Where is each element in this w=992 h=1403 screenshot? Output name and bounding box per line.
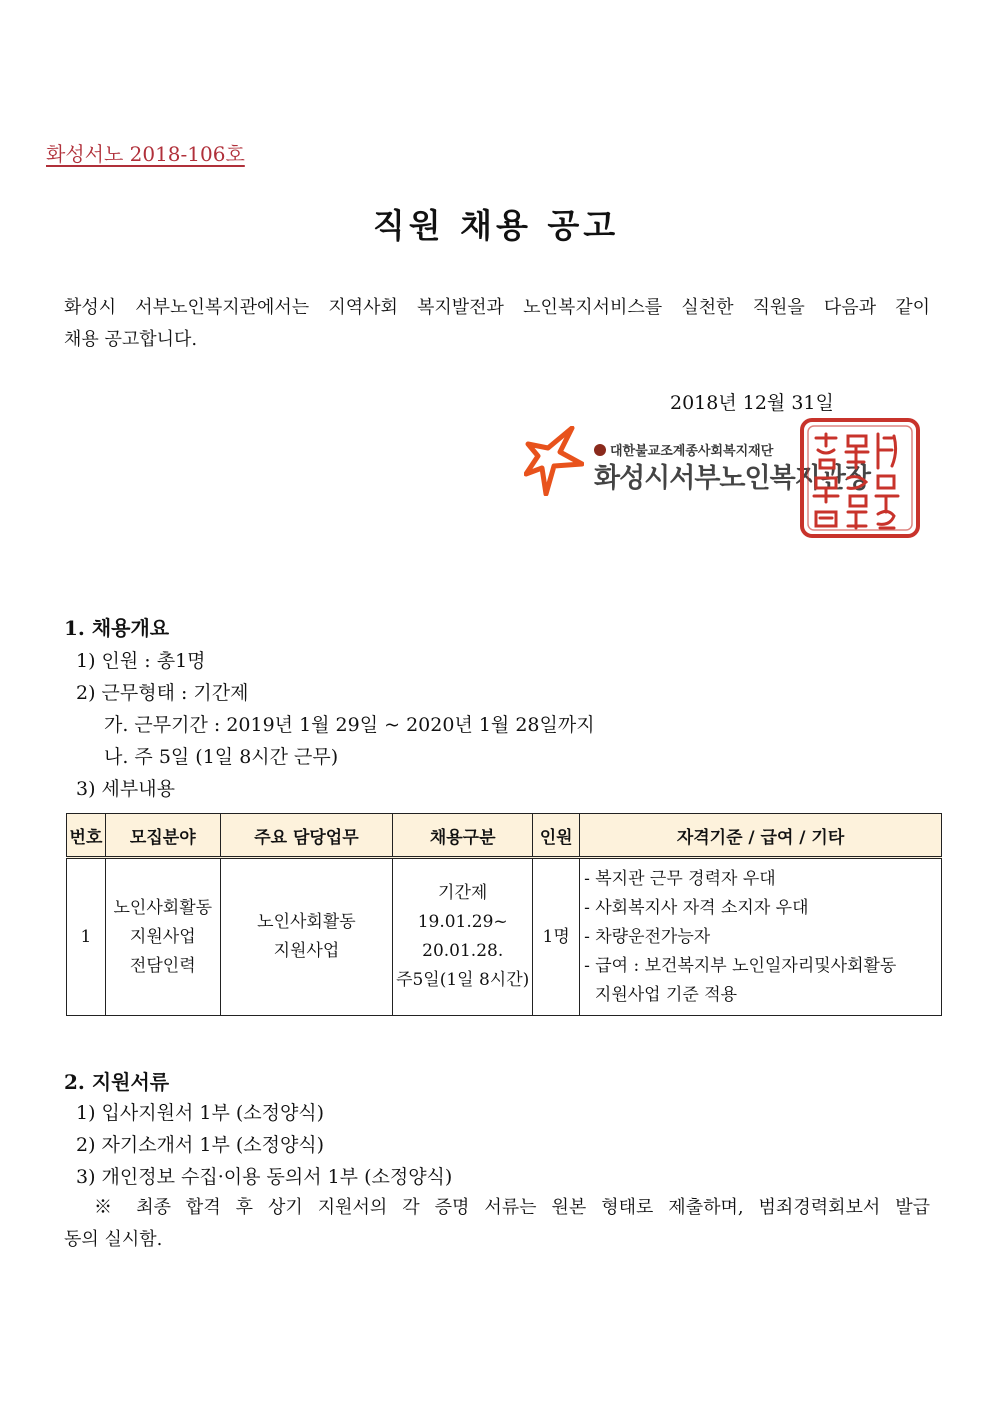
- cell-field: [105, 858, 220, 1016]
- qualification-line: - 차량운전가능자: [584, 926, 711, 947]
- overview-item-period: 가. 근무기간 : 2019년 1월 29일 ~ 2020년 1월 28일까지: [104, 714, 595, 736]
- overview-item-details: 3) 세부내용: [76, 778, 175, 800]
- qualification-line: - 급여 : 보건복지부 노인일자리및사회활동: [584, 955, 897, 976]
- logo-icon: [524, 426, 584, 496]
- overview-item-headcount: 1) 인원 : 총1명: [76, 650, 206, 672]
- cell-duty-line: 노인사회활동: [257, 912, 356, 932]
- document-number: 화성서노 2018-106호: [46, 142, 245, 166]
- document-item-application: 1) 입사지원서 1부 (소정양식): [76, 1102, 325, 1124]
- header-count: 인원: [533, 814, 580, 858]
- official-seal-icon: [798, 416, 922, 540]
- recruitment-table: [66, 813, 942, 1016]
- intro-text-line-2: 채용 공고합니다.: [64, 329, 198, 350]
- note-line-1: ※ 최종 합격 후 상기 지원서의 각 증명 서류는 원본 형태로 제출하며, 범죄경력회보서 발급: [94, 1197, 930, 1218]
- cell-qualifications: [580, 858, 942, 1016]
- qualification-line: - 사회복지사 자격 소지자 우대: [584, 897, 809, 918]
- cell-type-line: 19.01.29~: [417, 912, 508, 932]
- header-qualifications: 자격기준 / 급여 / 기타: [580, 814, 942, 858]
- cell-field-line: 노인사회활동: [113, 897, 213, 918]
- foundation-label: 대한불교조계종사회복지재단: [610, 444, 774, 459]
- cell-type-line: 주5일(1일 8시간): [396, 970, 530, 990]
- header-duty: 주요 담당업무: [220, 814, 393, 858]
- overview-item-work-type: 2) 근무형태 : 기간제: [76, 682, 249, 704]
- cell-type-line: 20.01.28.: [422, 941, 504, 961]
- document-item-self-intro: 2) 자기소개서 1부 (소정양식): [76, 1134, 325, 1156]
- cell-field-line: 지원사업: [129, 926, 196, 947]
- foundation-emblem-icon: [594, 444, 606, 456]
- header-type: 채용구분: [393, 814, 533, 858]
- cell-count: 1명: [533, 858, 580, 1016]
- announcement-date: 2018년 12월 31일: [670, 392, 834, 414]
- page-title: 직원 채용 공고: [372, 206, 620, 245]
- header-number: 번호: [67, 814, 106, 858]
- header-field: 모집분야: [105, 814, 220, 858]
- table-header-row: [67, 814, 942, 858]
- note-line-2: 동의 실시함.: [64, 1229, 163, 1250]
- cell-type-line: 기간제: [438, 883, 488, 903]
- qualification-line: 지원사업 기준 적용: [584, 984, 738, 1005]
- cell-duty-line: 지원사업: [273, 941, 340, 961]
- section-1-heading: 1. 채용개요: [64, 616, 170, 640]
- table-row: [67, 858, 942, 1016]
- cell-number: 1: [67, 858, 106, 1016]
- cell-type: [393, 858, 533, 1016]
- cell-duty: [220, 858, 393, 1016]
- issuer-name: 화성시서부노인복지관장: [594, 463, 870, 494]
- qualification-line: - 복지관 근무 경력자 우대: [584, 868, 776, 889]
- overview-item-schedule: 나. 주 5일 (1일 8시간 근무): [104, 746, 339, 768]
- cell-field-line: 전담인력: [129, 955, 196, 976]
- section-2-heading: 2. 지원서류: [64, 1070, 170, 1094]
- intro-text-line-1: 화성시 서부노인복지관에서는 지역사회 복지발전과 노인복지서비스를 실천한 직원을 다음과 같이: [64, 297, 930, 318]
- document-item-privacy-consent: 3) 개인정보 수집·이용 동의서 1부 (소정양식): [76, 1166, 453, 1188]
